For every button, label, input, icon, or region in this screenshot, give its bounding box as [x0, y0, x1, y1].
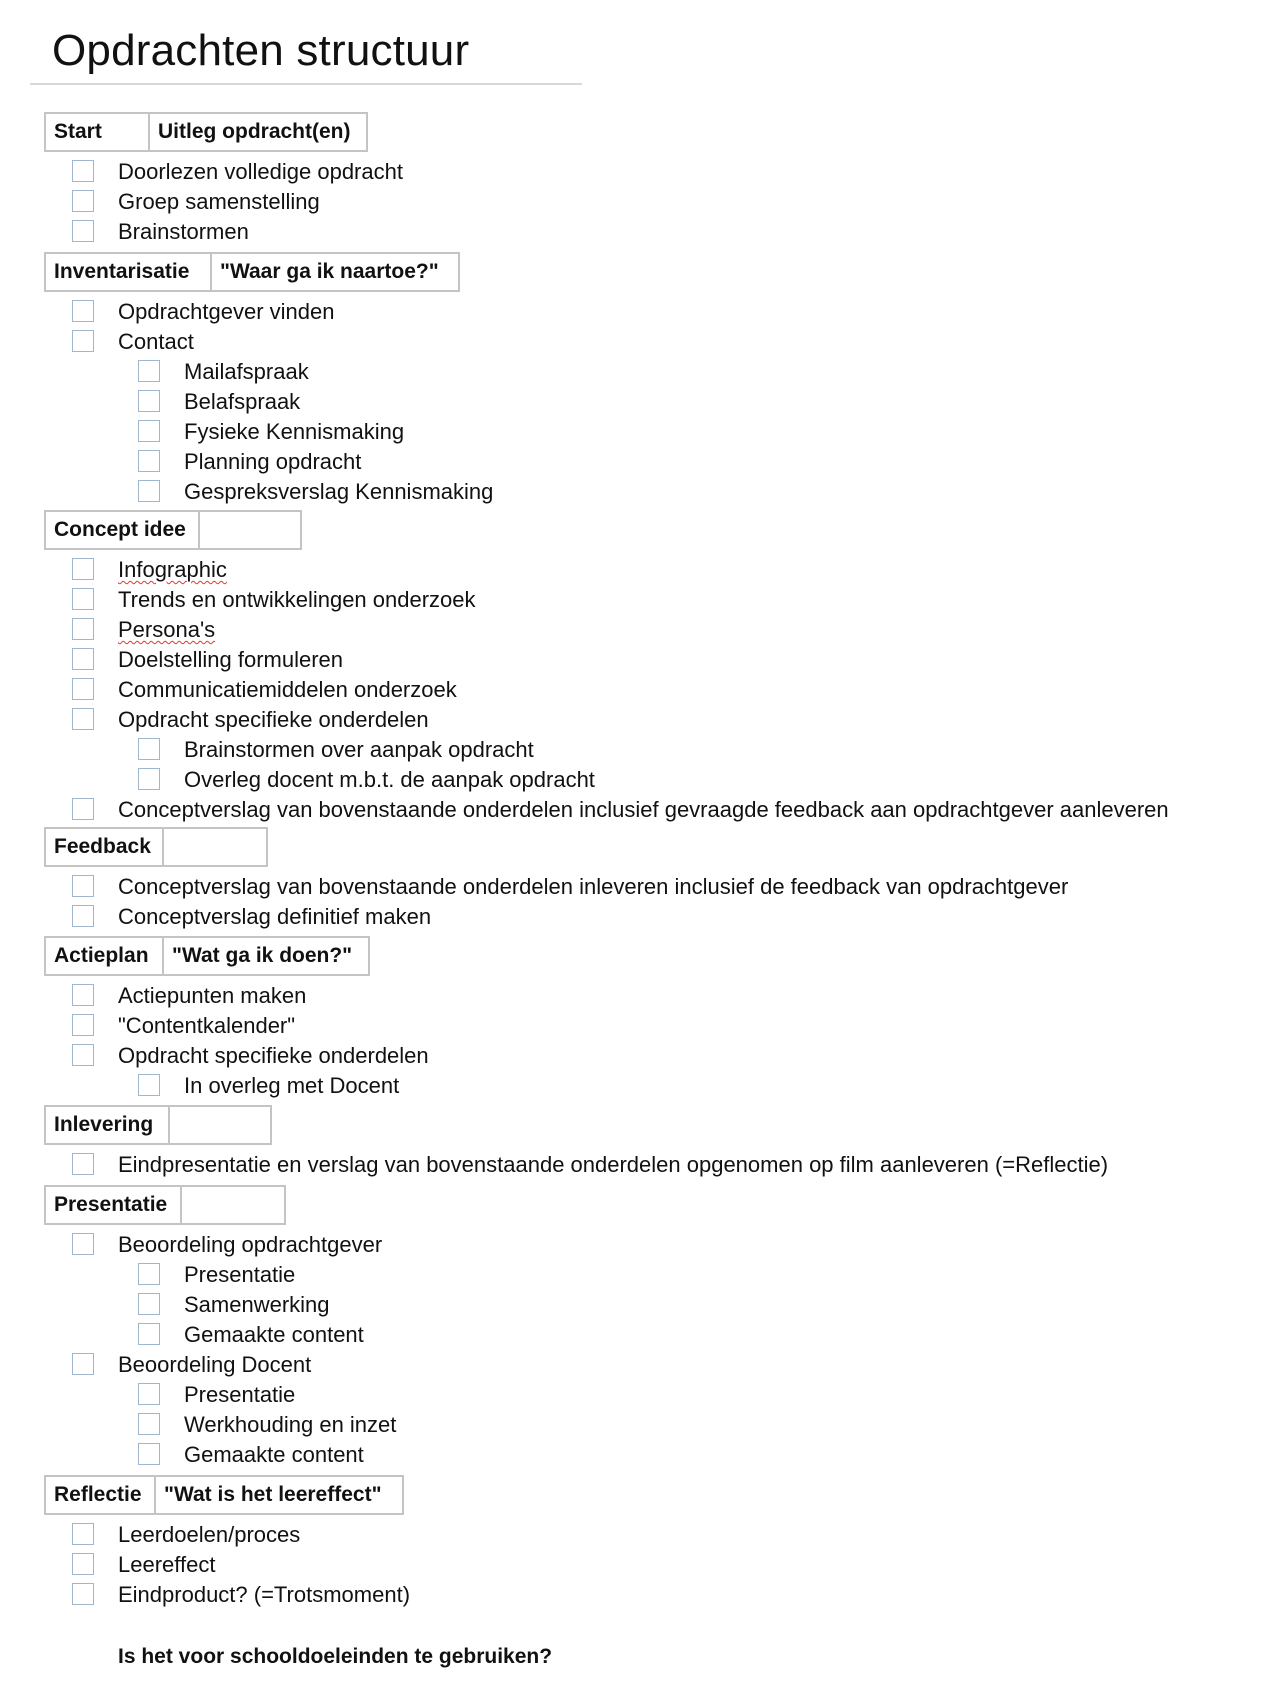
checkbox[interactable] — [138, 1293, 160, 1315]
checkbox[interactable] — [138, 1323, 160, 1345]
checklist-item — [44, 1041, 429, 1071]
checklist-item-label: Conceptverslag definitief maken — [118, 904, 432, 929]
checkbox[interactable] — [138, 1383, 160, 1405]
checklist-item — [44, 615, 302, 645]
checkbox[interactable] — [72, 220, 94, 242]
checklist-item — [44, 705, 429, 735]
checklist-item-label: Brainstormen over aanpak opdracht — [184, 737, 534, 762]
section-header — [44, 112, 368, 152]
sub-checklist-item — [44, 1410, 397, 1440]
section-header — [44, 1185, 286, 1225]
checklist-item-label: "Contentkalender" — [118, 1013, 296, 1038]
checkbox[interactable] — [138, 420, 160, 442]
checklist-item — [44, 555, 302, 585]
checklist-item-label: Gespreksverslag Kennismaking — [184, 479, 494, 504]
checklist-item-label: Opdrachtgever vinden — [118, 299, 335, 324]
checkbox[interactable] — [138, 1074, 160, 1096]
checklist-item — [44, 585, 476, 615]
checklist-item-label: Fysieke Kennismaking — [184, 419, 405, 444]
sub-checklist-item — [44, 735, 534, 765]
sub-checklist-item — [44, 1260, 296, 1290]
checklist-item — [44, 187, 368, 217]
checklist-item — [44, 327, 460, 357]
checklist-item-label: Mailafspraak — [184, 359, 309, 384]
checklist — [44, 297, 494, 507]
checklist-item-label: Overleg docent m.b.t. de aanpak opdracht — [184, 767, 595, 792]
checklist-item-label: Trends en ontwikkelingen onderzoek — [118, 587, 476, 612]
section-note — [198, 512, 300, 548]
checklist-item-label: Doelstelling formuleren — [118, 647, 343, 672]
section-note: Uitleg opdracht(en) — [148, 114, 366, 150]
checklist-item-label: Leereffect — [118, 1552, 216, 1577]
section-label: Start — [54, 120, 102, 143]
checklist-item — [44, 1550, 404, 1580]
sub-checklist-item — [44, 447, 460, 477]
section-label: Presentatie — [54, 1193, 168, 1216]
section-inventarisatie — [44, 252, 494, 507]
checklist-item — [44, 1350, 312, 1380]
checklist-item-label: Brainstormen — [118, 219, 249, 244]
section-concept-idee — [44, 510, 1169, 825]
checkbox[interactable] — [72, 708, 94, 730]
section-label: Reflectie — [54, 1483, 142, 1506]
checkbox[interactable] — [72, 648, 94, 670]
checklist-item-label: In overleg met Docent — [184, 1073, 400, 1098]
sub-checklist-item — [44, 1380, 296, 1410]
checklist-item — [44, 1520, 404, 1550]
checkbox[interactable] — [138, 1413, 160, 1435]
section-start — [44, 112, 403, 247]
checklist-item-label: Conceptverslag van bovenstaande onderdelen inclusief gevraagde feedback aan opdrachtgever aanleveren — [118, 797, 1169, 822]
checklist-item-label: Opdracht specifieke onderdelen — [118, 1043, 429, 1068]
checklist-item-label: Conceptverslag van bovenstaande onderdelen inleveren inclusief de feedback van opdrachtgever — [118, 874, 1069, 899]
checkbox[interactable] — [138, 768, 160, 790]
checklist-item — [44, 157, 403, 187]
checkbox[interactable] — [72, 1044, 94, 1066]
checkbox[interactable] — [138, 360, 160, 382]
checklist-item-label: Opdracht specifieke onderdelen — [118, 707, 429, 732]
sub-checklist-item — [44, 1071, 400, 1101]
checklist-item-label: Leerdoelen/proces — [118, 1522, 301, 1547]
checklist-item-label: Samenwerking — [184, 1292, 330, 1317]
checkbox[interactable] — [138, 480, 160, 502]
checkbox[interactable] — [72, 1153, 94, 1175]
checklist-item-label: Infographic — [118, 557, 227, 582]
checkbox[interactable] — [138, 450, 160, 472]
checkbox[interactable] — [72, 798, 94, 820]
section-label: Feedback — [54, 835, 151, 858]
checklist-item-label: Presentatie — [184, 1262, 296, 1287]
checkbox[interactable] — [72, 588, 94, 610]
section-label: Inventarisatie — [54, 260, 190, 283]
section-header — [44, 252, 460, 292]
checklist-item-label: Beoordeling opdrachtgever — [118, 1232, 383, 1257]
checkbox[interactable] — [72, 678, 94, 700]
checkbox[interactable] — [138, 738, 160, 760]
checkbox[interactable] — [72, 1553, 94, 1575]
checklist-item — [44, 872, 1069, 902]
checkbox[interactable] — [72, 984, 94, 1006]
checklist-item — [44, 675, 457, 705]
section-header — [44, 827, 268, 867]
section-header — [44, 1475, 404, 1515]
checklist-item-label: Beoordeling Docent — [118, 1352, 312, 1377]
checklist — [44, 555, 1169, 825]
checklist-item-label: Belafspraak — [184, 389, 301, 414]
section-note — [180, 1187, 284, 1223]
checklist — [44, 1520, 411, 1610]
checklist-item — [44, 645, 343, 675]
checklist-item-label: Eindproduct? (=Trotsmoment) — [118, 1582, 411, 1607]
checklist — [44, 872, 1069, 932]
sub-checklist-item — [44, 765, 595, 795]
checklist-item-label: Werkhouding en inzet — [184, 1412, 397, 1437]
checklist — [44, 157, 403, 247]
checklist-item — [44, 217, 368, 247]
checklist-item — [44, 297, 460, 327]
sub-checklist-item — [44, 477, 494, 507]
checklist-item — [44, 1150, 1109, 1180]
checklist-item — [44, 795, 1169, 825]
section-note: "Wat ga ik doen?" — [162, 938, 368, 974]
section-label: Concept idee — [54, 518, 186, 541]
checkbox[interactable] — [72, 330, 94, 352]
checklist-item-label: Groep samenstelling — [118, 189, 320, 214]
checklist-item-label: Contact — [118, 329, 194, 354]
sub-checklist-item — [44, 1320, 364, 1350]
checkbox[interactable] — [72, 558, 94, 580]
checkbox[interactable] — [72, 1353, 94, 1375]
checkbox[interactable] — [72, 618, 94, 640]
checkbox[interactable] — [72, 1583, 94, 1605]
checkbox[interactable] — [72, 190, 94, 212]
section-feedback — [44, 827, 1069, 932]
checkbox[interactable] — [138, 1443, 160, 1465]
checklist-item — [44, 1011, 370, 1041]
section-header — [44, 936, 370, 976]
section-header — [44, 1105, 272, 1145]
section-note — [162, 829, 266, 865]
checklist-item-label: Gemaakte content — [184, 1442, 364, 1467]
checklist — [44, 981, 429, 1101]
checkbox[interactable] — [72, 160, 94, 182]
section-actieplan — [44, 936, 429, 1101]
checkbox[interactable] — [138, 390, 160, 412]
section-label: Inlevering — [54, 1113, 154, 1136]
checklist-item-label: Doorlezen volledige opdracht — [118, 159, 403, 184]
section-label: Actieplan — [54, 944, 149, 967]
section-reflectie — [44, 1475, 411, 1610]
page-title: Opdrachten structuur — [52, 26, 470, 75]
checklist — [44, 1150, 1109, 1180]
section-note: "Waar ga ik naartoe?" — [210, 254, 458, 290]
sub-checklist-item — [44, 1440, 364, 1470]
section-note: "Wat is het leereffect" — [154, 1477, 402, 1513]
checklist-item — [44, 981, 370, 1011]
section-inlevering — [44, 1105, 1109, 1180]
checklist-item-label: Presentatie — [184, 1382, 296, 1407]
checklist-item-label: Persona's — [118, 617, 216, 642]
section-presentatie — [44, 1185, 397, 1470]
checklist-item — [44, 1580, 411, 1610]
section-header — [44, 510, 302, 550]
checklist-item — [44, 1230, 383, 1260]
sub-checklist-item — [44, 417, 460, 447]
checklist — [44, 1230, 397, 1470]
checklist-item-label: Planning opdracht — [184, 449, 362, 474]
section-note — [168, 1107, 270, 1143]
checkbox[interactable] — [72, 875, 94, 897]
checklist-item-label: Gemaakte content — [184, 1322, 364, 1347]
checklist-item-label: Eindpresentatie en verslag van bovenstaande onderdelen opgenomen op film aanleveren (=Reflectie) — [118, 1152, 1109, 1177]
checklist-item-label: Communicatiemiddelen onderzoek — [118, 677, 457, 702]
checkbox[interactable] — [72, 1523, 94, 1545]
sub-checklist-item — [44, 387, 460, 417]
sub-checklist-item — [44, 357, 460, 387]
checkbox[interactable] — [72, 905, 94, 927]
closing-question: Is het voor schooldoeleinden te gebruiken? — [118, 1645, 553, 1668]
checklist-item-label: Actiepunten maken — [118, 983, 307, 1008]
sub-checklist-item — [44, 1290, 330, 1320]
checkbox[interactable] — [72, 300, 94, 322]
checkbox[interactable] — [72, 1014, 94, 1036]
checkbox[interactable] — [138, 1263, 160, 1285]
checklist-item — [44, 902, 432, 932]
checkbox[interactable] — [72, 1233, 94, 1255]
title-underline — [30, 83, 582, 85]
